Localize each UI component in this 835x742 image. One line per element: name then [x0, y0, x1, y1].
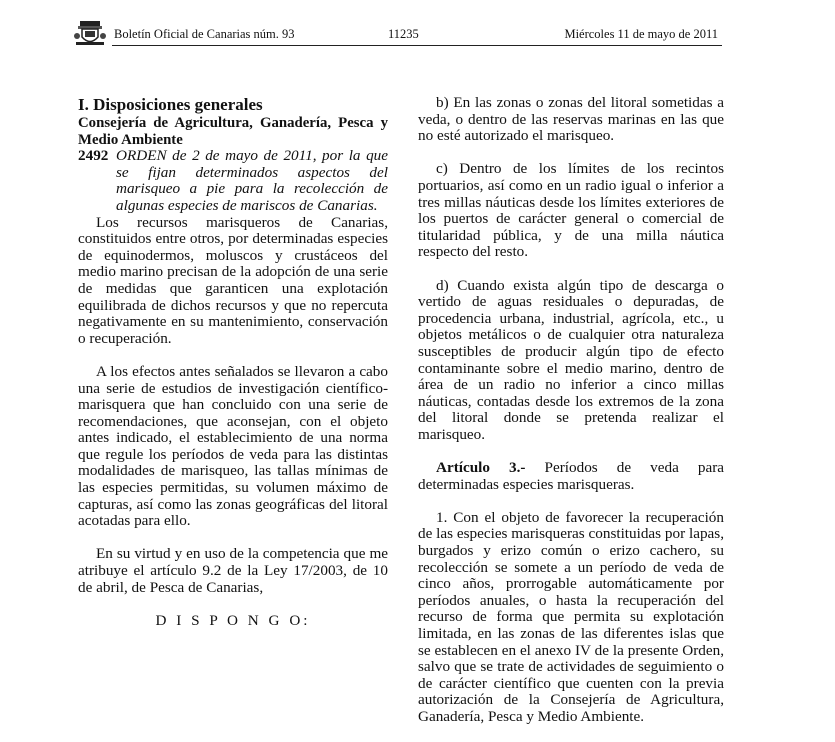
paragraph: Los recursos marisqueros de Canarias, constituidos entre otros, por determinadas especies de equinodermos, moluscos y crustáceos del medio marino precisan de la adopción de una serie de medidas que garanticen una explotación equilibrada de dichos recursos y que no repercuta negativamente en su mantenimiento, conservación o recuperación.: [78, 213, 388, 347]
item-b: b) En las zonas o zonas del litoral sometidas a veda, o dentro de las reservas marinas en las que no esté autorizado el marisqueo.: [418, 94, 724, 145]
paragraph: En su virtud y en uso de la competencia que me atribuye el artículo 9.2 de la Ley 17/2003, de 10 de abril, de Pesca de Canarias,: [78, 545, 388, 596]
issue-date: Miércoles 11 de mayo de 2011: [564, 27, 718, 41]
item-1: 1. Con el objeto de favorecer la recuperación de las especies marisqueras constituidas por lapas, burgados y erizo común o erizo cachero, su recolección se somete a un período de veda de cinco años, prorrogable automáticamente por períodos anuales, o hasta la recuperación del recurso de forma que permita su explotación limitada, en las zonas de las diferentes islas que se establecen en el anexo IV de la presente Orden, salvo que se trate de actividades de seguimiento o de carácter científico que cuenten con la previa autorización de la Consejería de Agricultura, Ganadería, Pesca y Medio Ambiente.: [418, 508, 724, 725]
article-heading: [418, 460, 724, 493]
item-c: c) Dentro de los límites de los recintos portuarios, así como en un radio igual o inferior a tres millas náuticas desde los límites exteriores de los puertos de carácter general o comercial de titularidad pública, y de una milla náutica respecto del resto.: [418, 160, 724, 261]
order-heading: [78, 148, 388, 214]
department-title: Consejería de Agricultura, Ganadería, Pesca y Medio Ambiente: [78, 115, 388, 148]
article-label: Artículo 3.-: [436, 459, 526, 477]
header-rule: [112, 45, 722, 46]
journal-name: Boletín Oficial de Canarias núm. 93: [114, 27, 295, 41]
item-d: d) Cuando exista algún tipo de descarga o vertido de aguas residuales o depuradas, de procedencia urbana, industrial, agrícola, etc., u objetos metálicos o de cualquier otra naturaleza susceptibles de producir algún tipo de efecto contaminante sobre el medio marino, dentro de área de un radio no inferior a cinco millas náuticas, contadas desde los extremos de la zona del litoral donde se pretenda realizar el marisqueo.: [418, 276, 724, 443]
article-title: Períodos de veda para determinadas especies marisqueras.: [418, 459, 725, 493]
order-title: ORDEN de 2 de mayo de 2011, por la que se fijan determinados aspectos del marisqueo a pie para la recolección de algunas especies de mariscos de Canarias.: [116, 147, 388, 214]
coat-of-arms-icon: [74, 20, 106, 48]
paragraph: A los efectos antes señalados se llevaron a cabo una serie de estudios de investigación científico-marisquera que han concluido con una serie de recomendaciones, que aconsejan, con el objeto antes indicado, el establecimiento de una norma que regule los períodos de veda para las distintas modalidades de marisqueo, las tallas mínimas de las especies permitidas, su volumen máximo de capturas, así como las zonas geográficas del litoral acotadas para ello.: [78, 362, 388, 530]
page-number: 11235: [388, 27, 419, 41]
order-number: 2492: [78, 147, 109, 165]
section-title: I. Disposiciones generales: [78, 95, 263, 114]
left-column: [78, 95, 388, 629]
right-column: [418, 95, 724, 742]
dispongo-heading: D I S P O N G O:: [155, 611, 311, 629]
page-header: [74, 20, 722, 50]
